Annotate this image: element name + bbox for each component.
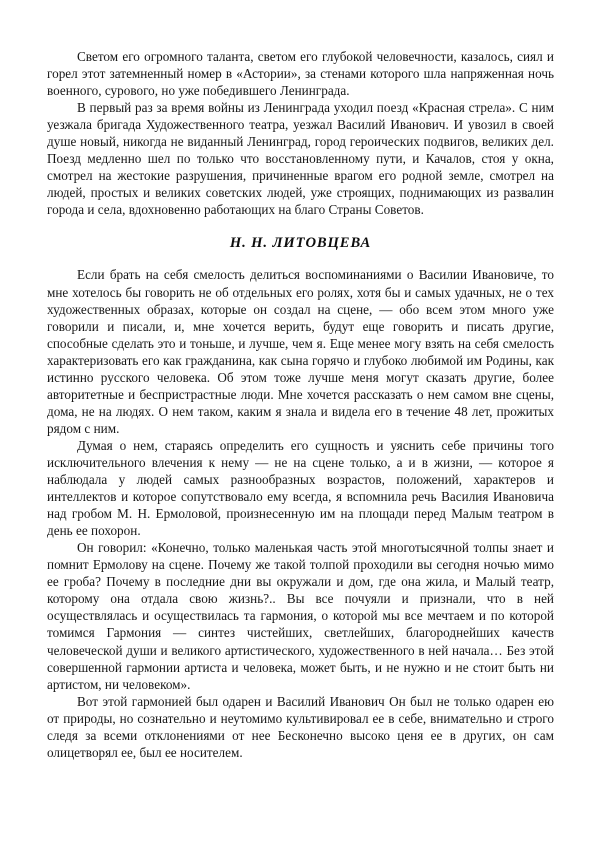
spacer-above-heading: [47, 218, 554, 235]
paragraph-4: Думая о нем, стараясь определить его сущность и уяснить себе причины того исключительного влечения к нему — не на сцене только, а и в жизни, — которое я наблюдала у людей самых разнообразных возрастов, положений, характеров и интеллектов и которое сопутствовало ему всегда, я вспомнила речь Василия Ивановича над гробом М. Н. Ермоловой, произнесенную им на площади перед Малым театром в день ее похорон.: [47, 437, 554, 539]
text-column: [47, 48, 554, 761]
paragraph-3: Если брать на себя смелость делиться воспоминаниями о Василии Ивановиче, то мне хотелось бы говорить не об отдельных его ролях, хотя бы и самых удачных, не о тех художественных образах, которые он создал на сцене, — обо всем этом много уже говорили и писали, и, мне хочется верить, будут еще говорить и писать другие, способные сделать это и тоньше, и лучше, чем я. Еще менее могу взять на себя смелость характеризовать его как гражданина, как сына горячо и глубоко любимой им Родины, как истинно русского человека. Об этом тоже лучше меня могут сказать другие, более авторитетные и беспристрастные люди. Мне хочется рассказать о нем самом вне сцены, дома, не на людях. О нем таком, каким я знала и видела его в течение 48 лет, прожитых рядом с ним.: [47, 267, 554, 436]
spacer-below-heading: [47, 252, 554, 266]
paragraph-2: В первый раз за время войны из Ленинграда уходил поезд «Красная стрела». С ним уезжала бригада Художественного театра, уезжал Василий Иванович. И увозил в своей душе новый, никогда не виданный Ленинград, город героических подвигов, великих дел. Поезд медленно шел по только что восстановленному пути, и Качалов, стоя у окна, смотрел на жестокие разрушения, причиненные врагом его родной земле, смотрел на людей, простых и великих советских людей, уже строящих, поднимающих из развалин города и села, вдохновенно работающих на благо Страны Советов.: [47, 100, 554, 218]
paragraph-6: Вот этой гармонией был одарен и Василий Иванович Он был не только одарен ею от природы, но сознательно и неутомимо культивировал ее в себе, внимательно и строго следя за всеми отклонениями от нее Бесконечно высоко ценя ее в других, он сам олицетворял ее, был ее носителем.: [47, 693, 554, 760]
section-heading: Н. Н. ЛИТОВЦЕВА: [229, 235, 372, 252]
paragraph-5: Он говорил: «Конечно, только маленькая часть этой многотысячной толпы знает и помнит Ермолову на сцене. Почему же такой толпой проходили вы сегодня ночью мимо ее гроба? Почему в последние дни вы окружали и дом, где она жила, и Малый театр, которому она отдала свою жизнь?.. Вы все почуяли и признали, что в ней осуществлялась и осуществилась та гармония, о которой мы все мечтаем и по которой томимся Гармония — синтез чистейших, светлейших, благороднейших качеств человеческой души и великого артистического, художественного в ней начала… Без этой совершенной гармонии артиста и человека, может быть, и не нужно и не стоит быть ни артистом, ни человеком».: [47, 540, 554, 692]
paragraph-1: Светом его огромного таланта, светом его глубокой человечности, казалось, сиял и горел этот затемненный номер в «Астории», за стенами которого шла напряженная ночь военного, сурового, но уже победившего Ленинграда.: [47, 49, 554, 99]
